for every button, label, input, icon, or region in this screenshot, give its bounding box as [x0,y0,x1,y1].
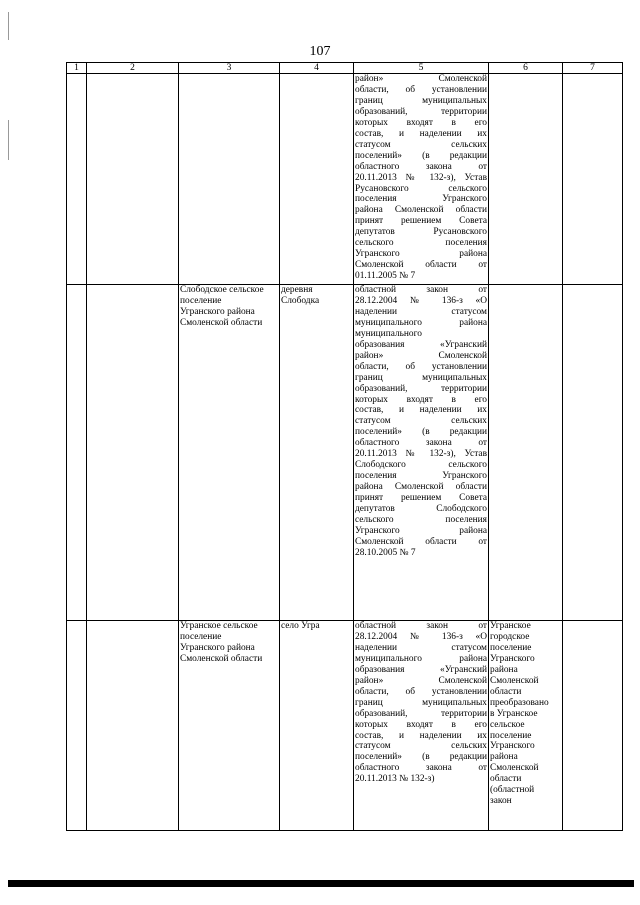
cell-line: района Смоленской области [355,205,487,216]
cell-center [280,74,354,285]
cell-line: границ муниципальных [355,372,487,383]
cell-line: Смоленской [490,763,539,774]
cell-line: 20.11.2013 № 132-з), Устав [355,172,487,183]
table-row [67,621,623,831]
column-header: 2 [87,63,179,74]
cell-line: 28.10.2005 № 7 [355,547,416,558]
cell-line: поселение [490,730,532,741]
left-margin-line [8,12,9,40]
column-header: 1 [67,63,87,74]
cell-line: принят решением Совета [355,216,487,227]
cell-line: Смоленской [490,675,539,686]
cell-line: поселения Угранского [355,194,487,205]
cell-line: областной закон от [355,621,487,631]
cell-line: областного закона от [355,438,487,449]
cell-line: образования «Угранский [355,664,487,675]
cell-line: статусом сельских [355,139,487,150]
column-header: 3 [179,63,280,74]
cell-line: закон [490,796,512,807]
cell-line: поселений» (в редакции [355,752,487,763]
cell-line: село Угра [281,621,320,631]
cell-line: статусом сельских [355,741,487,752]
cell-line: поселений» (в редакции [355,427,487,438]
cell-line: Смоленской области от [355,260,487,271]
cell-line: Угранского [490,741,535,752]
cell-line: областного закона от [355,763,487,774]
cell-line: район» Смоленской [355,350,487,361]
cell-col2 [87,74,179,285]
cell-line: сельского поселения [355,515,487,526]
cell-line: 01.11.2005 № 7 [355,271,416,282]
cell-legal-basis [354,621,489,831]
cell-line: район» Смоленской [355,675,487,686]
cell-line: наделении статусом [355,642,487,653]
cell-line: состав, и наделении их [355,128,487,139]
cell-line: района Смоленской области [355,482,487,493]
cell-line: Слободка [281,295,320,306]
cell-line: в Угранское [490,708,538,719]
cell-line: поселений» (в редакции [355,150,487,161]
cell-line: Смоленской области [180,317,263,328]
left-margin-line [8,120,9,160]
cell-line: границ муниципальных [355,697,487,708]
cell-line: принят решением Совета [355,493,487,504]
cell-line: областной закон от [355,285,487,295]
cell-line: преобразовано [490,697,549,708]
cell-legal-basis [354,74,489,285]
cell-line: границ муниципальных [355,95,487,106]
cell-line: статусом сельских [355,416,487,427]
cell-line: поселение [490,642,532,653]
cell-col1 [67,621,87,831]
cell-line: состав, и наделении их [355,405,487,416]
cell-line: состав, и наделении их [355,730,487,741]
cell-line: муниципального района [355,653,487,664]
cell-line: Угранское сельское [180,621,258,631]
cell-line: депутатов Слободского [355,504,487,515]
cell-line: Угранского района [355,249,487,260]
cell-line: Смоленской области [180,653,263,664]
cell-line: Смоленской области от [355,536,487,547]
column-header: 6 [489,63,563,74]
cell-line: сельского поселения [355,238,487,249]
header-row [67,63,623,74]
table-row [67,74,623,285]
cell-settlement [179,74,280,285]
cell-col7 [563,285,623,621]
cell-line: области [490,686,522,697]
cell-col7 [563,621,623,831]
cell-settlement [179,621,280,831]
cell-note [489,285,563,621]
table-row [67,285,623,621]
column-header: 7 [563,63,623,74]
cell-note [489,74,563,285]
cell-col1 [67,285,87,621]
cell-line: области, об установлении [355,686,487,697]
cell-line: образований, территории [355,383,487,394]
cell-line: района [490,752,518,763]
cell-line: образований, территории [355,708,487,719]
cell-legal-basis [354,285,489,621]
cell-col2 [87,621,179,831]
column-header: 5 [354,63,489,74]
document-table [66,62,623,831]
cell-line: поселение [180,295,222,306]
cell-line: (областной [490,785,535,796]
cell-line: депутатов Русановского [355,227,487,238]
cell-line: областного закона от [355,161,487,172]
cell-col1 [67,74,87,285]
cell-line: которых входят в его [355,394,487,405]
cell-line: Угранского района [355,525,487,536]
cell-line: 28.12.2004 № 136-з «О [355,295,487,306]
cell-line: образований, территории [355,106,487,117]
cell-line: сельское [490,719,525,730]
cell-line: образования «Угранский [355,339,487,350]
cell-line: деревня [281,285,313,295]
bottom-border-bar [8,880,634,887]
cell-line: Угранского [490,653,535,664]
cell-center [280,285,354,621]
cell-line: Русановского сельского [355,183,487,194]
cell-line: области, об установлении [355,84,487,95]
column-header: 4 [280,63,354,74]
cell-line: Угранского района [180,642,255,653]
cell-line: Слободское сельское [180,285,264,295]
cell-line: муниципального [355,328,422,339]
cell-col7 [563,74,623,285]
cell-line: области, об установлении [355,361,487,372]
cell-line: городское [490,631,530,642]
cell-center [280,621,354,831]
cell-line: поселение [180,631,222,642]
cell-line: Угранского района [180,306,255,317]
cell-line: 20.11.2013 № 132-з) [355,774,435,785]
cell-line: 20.11.2013 № 132-з), Устав [355,449,487,460]
cell-line: поселения Угранского [355,471,487,482]
cell-line: 28.12.2004 № 136-з «О [355,631,487,642]
cell-line: район» Смоленской [355,74,487,84]
cell-line: области [490,774,522,785]
cell-line: Слободского сельского [355,460,487,471]
page-number: 107 [309,44,331,59]
cell-line: которых входят в его [355,117,487,128]
cell-settlement [179,285,280,621]
cell-line: муниципального района [355,317,487,328]
cell-line: района [490,664,518,675]
cell-note [489,621,563,831]
cell-line: Угранское [490,621,531,631]
cell-line: которых входят в его [355,719,487,730]
cell-col2 [87,285,179,621]
cell-line: наделении статусом [355,306,487,317]
